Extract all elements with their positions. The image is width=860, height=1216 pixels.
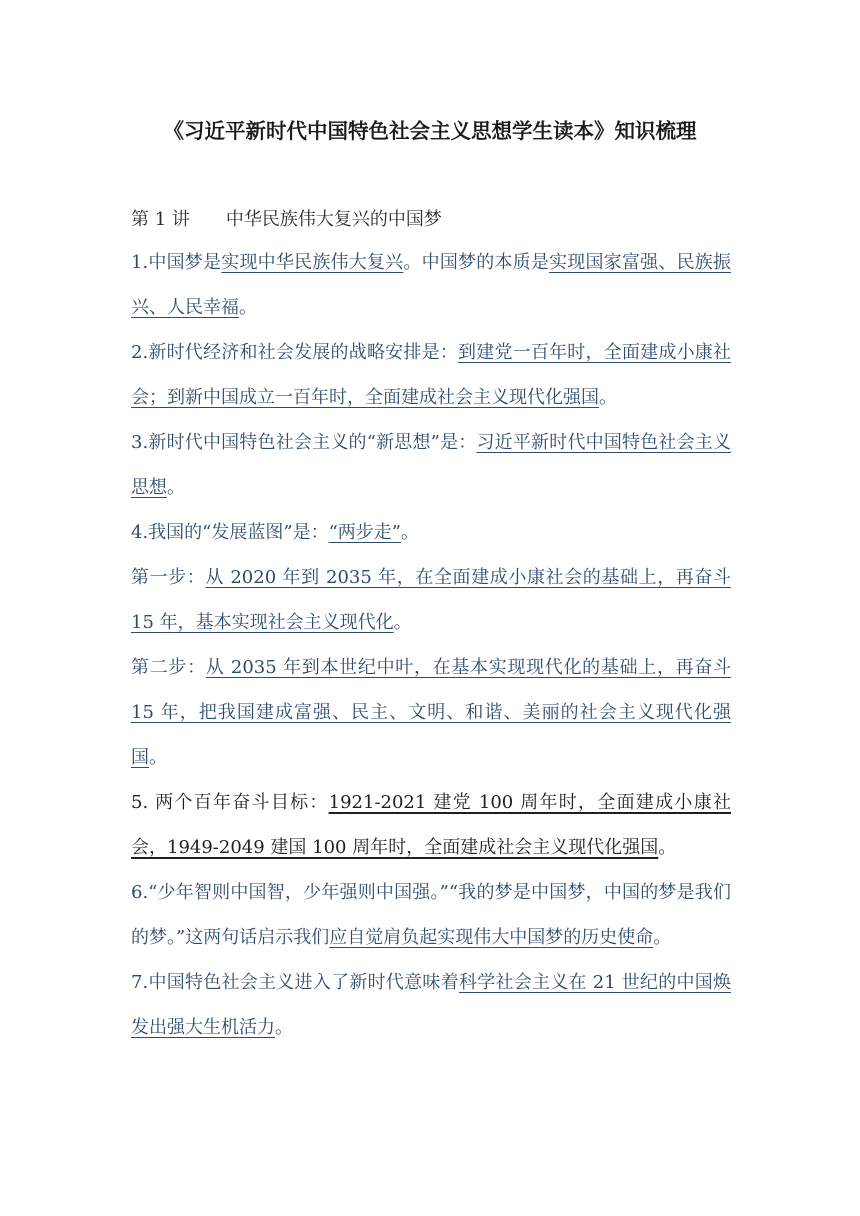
point-text: 5. 两个百年奋斗目标： [131, 792, 329, 813]
point-answer: 实现国家富强、民族振兴、人民幸福 [131, 252, 732, 318]
point-text: 。 [400, 522, 419, 543]
point-text: 1.中国梦是 [131, 252, 222, 273]
point-answer: “两步走” [328, 522, 401, 543]
point-answer: 应自觉肩负起实现伟大中国梦的历史使命 [329, 927, 654, 948]
point-text: 。 [658, 837, 677, 858]
knowledge-point-6 [131, 870, 731, 960]
point-text: 。 [275, 1017, 293, 1038]
point-text: 第一步： [131, 567, 206, 588]
knowledge-point-2 [131, 330, 731, 420]
point-answer: 从 2020 年到 2035 年，在全面建成小康社会的基础上，再奋斗 15 年，基本实现社会主义现代化 [131, 567, 731, 633]
point-text: 。 [239, 297, 257, 318]
document-title: 《习近平新时代中国特色社会主义思想学生读本》知识梳理 [163, 119, 697, 143]
point-answer: 到建党一百年时，全面建成小康社会；到新中国成立一百年时，全面建成社会主义现代化强国 [131, 342, 731, 408]
point-answer: 习近平新时代中国特色社会主义思想 [131, 432, 731, 498]
point-answer: 实现中华民族伟大复兴 [221, 252, 404, 273]
knowledge-point-1 [131, 240, 731, 330]
step-one [131, 555, 731, 645]
point-text: 。中国梦的本质是 [403, 252, 550, 273]
knowledge-point-4 [131, 510, 731, 555]
point-answer: 从 2035 年到本世纪中叶，在基本实现现代化的基础上，再奋斗 15 年，把我国建成富强、民主、文明、和谐、美丽的社会主义现代化强国 [131, 657, 732, 768]
point-text: 2.新时代经济和社会发展的战略安排是： [131, 342, 459, 363]
point-text: 。 [167, 477, 185, 498]
point-text: 。 [599, 387, 617, 408]
lecture-name: 中华民族伟大复兴的中国梦 [225, 209, 442, 230]
point-text: 4.我国的“发展蓝图”是： [131, 522, 329, 543]
lecture-heading [131, 200, 731, 240]
point-answer: 1921-2021 建党 100 周年时，全面建成小康社会，1949-2049 建国 100 周年时，全面建成社会主义现代化强国 [131, 792, 731, 858]
point-text: 。 [149, 747, 167, 768]
point-text: 第二步： [131, 657, 206, 678]
point-text: 。 [653, 927, 672, 948]
point-answer: 科学社会主义在 21 世纪的中国焕发出强大生机活力 [131, 972, 731, 1038]
point-text: 。 [393, 612, 412, 633]
knowledge-point-5 [131, 780, 731, 870]
knowledge-point-3 [131, 420, 731, 510]
point-text: 6.“少年智则中国智，少年强则中国强。”“我的梦是中国梦，中国的梦是我们的梦。”这两句话启示我们 [131, 882, 731, 948]
point-text: 7.中国特色社会主义进入了新时代意味着 [131, 972, 459, 993]
point-text: 3.新时代中国特色社会主义的“新思想”是： [131, 432, 477, 453]
document-body [131, 200, 731, 1050]
knowledge-point-7 [131, 960, 731, 1050]
step-two [131, 645, 731, 780]
lecture-number: 第 1 讲 [131, 209, 190, 230]
